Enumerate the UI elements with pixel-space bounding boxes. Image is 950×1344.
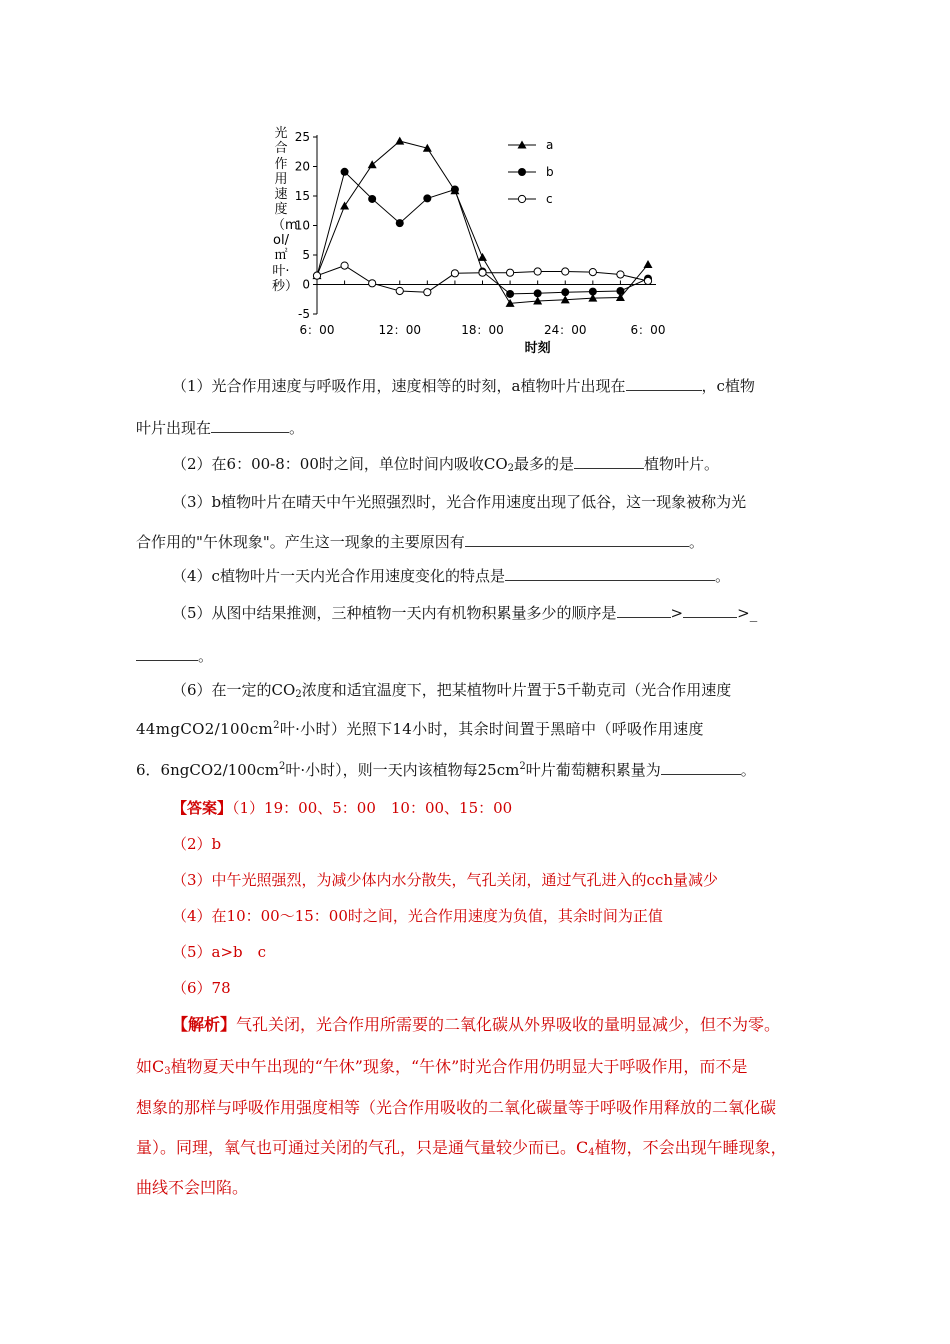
question-3-line-1: （3）b植物叶片在晴天中午光照强烈时，光合作用速度出现了低谷，这一现象被称为光 [172,493,747,511]
q2-sub: 2 [507,463,515,474]
data-point-b [616,287,624,295]
question-6-line-2 [136,719,704,739]
q5-text: （5）从图中结果推测，三种植物一天内有机物积累量多少的顺序是 [172,604,617,622]
q6-l1sub: 2 [295,689,302,700]
data-point-c [617,271,624,278]
q6-l3b: 叶·小时），则一天内该植物每25cm [285,761,520,779]
y-axis-title: 光合作用速度（mol/㎡叶·秒） [272,126,299,294]
x-tick-label: 6：00 [299,323,335,337]
answer-item-3: （3）中午光照强烈，为减少体内水分散失，气孔关闭，通过气孔进入的cch量减少 [172,871,719,889]
data-point-c [313,272,320,279]
q5-blank-2 [683,603,737,618]
data-point-b [451,186,459,194]
q5-gt-1: > [670,604,684,622]
q1-text-c: 叶片出现在 [136,419,212,437]
data-point-c [424,289,431,296]
question-6-line-1 [172,680,731,700]
analysis-l2sub: 3 [164,1066,171,1077]
y-tick-label: 25 [294,130,310,144]
answer-item-2: （2）b [172,835,222,853]
data-point-c [479,269,486,276]
data-point-c [396,287,403,294]
q6-blank [661,760,741,775]
data-point-c [589,269,596,276]
legend-label-a: a [546,138,554,152]
q6-l1b: 浓度和适宜温度下，把某植物叶片置于5千勒克司（光合作用速度 [301,681,732,699]
q6-l3a: 6．6ngCO2/100cm [136,761,279,779]
answer-item-5: （5）a>b c [172,943,267,961]
q6-l2b: 叶·小时）光照下14小时，其余时间置于黑暗中（呼吸作用速度 [279,720,704,738]
data-point-c [506,269,513,276]
q5-end: 。 [198,647,214,665]
y-tick-label: 10 [294,218,310,233]
x-tick-label: 6：00 [630,323,666,337]
q1-blank-a [626,376,702,391]
legend-marker-c [518,195,525,202]
q2-text-end: 植物叶片。 [644,455,720,473]
question-3-line-2 [136,532,704,552]
q5-gt-2: > [737,604,750,622]
data-point-b [561,288,569,296]
y-tick-label: 5 [302,248,310,262]
legend-label-c: c [546,192,553,206]
y-tick-label: -5 [298,307,310,321]
answer-item-1: （1）19：00、5：00 10：00、15：00 [232,799,513,817]
data-point-c [562,268,569,275]
q3-end: 。 [688,533,704,551]
q2-text-a: （2）在6：00-8：00时之间，单位时间内吸收CO [172,455,508,473]
x-axis-title: 时刻 [524,341,551,356]
question-4 [172,566,730,586]
legend-marker-b [518,168,526,176]
series-line-a [317,141,648,303]
y-tick-label: 0 [302,277,310,292]
q6-l3sup2: 2 [519,761,526,772]
data-point-c [534,268,541,275]
q5-blank-3 [136,646,198,661]
q6-l3sup: 2 [278,761,286,772]
data-point-c [644,277,651,284]
q4-text: （4）c植物叶片一天内光合作用速度变化的特点是 [172,567,505,585]
answer-item-6: （6）78 [172,979,231,997]
analysis-l2a: 如C [136,1057,165,1076]
analysis-l4b: 植物，不会出现午睡现象， [594,1138,787,1157]
data-point-b [589,288,597,296]
answer-line-1 [172,798,512,818]
data-point-a [395,137,404,145]
q2-text-b: 最多的是 [514,455,575,473]
photosynthesis-chart [272,120,692,370]
q2-blank [574,454,644,469]
q6-l2a: 44mgCO2/100cm [136,720,274,738]
data-point-b [396,219,404,227]
data-point-b [341,168,349,176]
q5-tail: _ [749,604,758,622]
q6-l3c: 叶片葡萄糖积累量为 [525,761,661,779]
analysis-line-4 [136,1138,787,1158]
data-point-c [369,280,376,287]
y-tick-label: 15 [294,189,310,203]
q6-l1a: （6）在一定的CO [172,681,296,699]
q6-l2sup: 2 [273,720,280,731]
legend-label-b: b [546,165,554,179]
analysis-line-5: 曲线不会凹陷。 [136,1178,249,1197]
data-point-a [340,202,349,210]
answer-tag: 【答案】 [172,799,233,817]
q3-blank [465,532,689,547]
analysis-l4sub: 4 [588,1147,595,1158]
q3-text: 合作用的"午休现象"。产生这一现象的主要原因有 [136,533,465,551]
q6-end: 。 [740,761,756,779]
data-point-c [451,270,458,277]
q1-blank-c [211,418,289,433]
data-point-c [341,262,348,269]
chart-svg [272,120,692,370]
q1-text-end: 。 [289,419,305,437]
data-point-b [423,194,431,202]
analysis-line-3: 想象的那样与呼吸作用强度相等（光合作用吸收的二氧化碳量等于呼吸作用释放的二氧化碳 [136,1098,777,1117]
question-1-line-1 [172,376,755,396]
data-point-b [368,195,376,203]
analysis-tag: 【解析】 [172,1015,237,1034]
question-1-line-2 [136,418,304,438]
analysis-l2b: 植物夏天中午出现的“午休”现象，“午休”时光合作用仍明显大于呼吸作用，而不是 [170,1057,748,1076]
q1-text-b: ，c植物 [701,377,755,395]
question-2 [172,454,719,474]
data-point-a [644,260,653,268]
data-point-b [506,290,514,298]
q5-blank-1 [617,603,671,618]
x-tick-label: 18：00 [461,323,504,337]
q4-end: 。 [714,567,730,585]
analysis-l1: 气孔关闭，光合作用所需要的二氧化碳从外界吸收的量明显减少，但不为零。 [236,1015,781,1034]
question-5-line-2 [136,646,213,666]
q1-text-a: （1）光合作用速度与呼吸作用，速度相等的时刻，a植物叶片出现在 [172,377,626,395]
x-tick-label: 12：00 [378,323,422,337]
analysis-line-2 [136,1057,747,1077]
y-tick-label: 20 [294,159,310,174]
q4-blank [505,566,715,581]
data-point-b [534,289,542,297]
question-5-line-1 [172,603,757,623]
analysis-line-1 [172,1015,780,1035]
question-6-line-3 [136,760,756,780]
answer-item-4: （4）在10：00～15：00时之间，光合作用速度为负值，其余时间为正值 [172,907,663,925]
x-tick-label: 24：00 [543,323,587,337]
analysis-l4a: 量）。同理，氧气也可通过关闭的气孔，只是通气量较少而已。C [136,1138,589,1157]
data-point-a [478,253,487,261]
